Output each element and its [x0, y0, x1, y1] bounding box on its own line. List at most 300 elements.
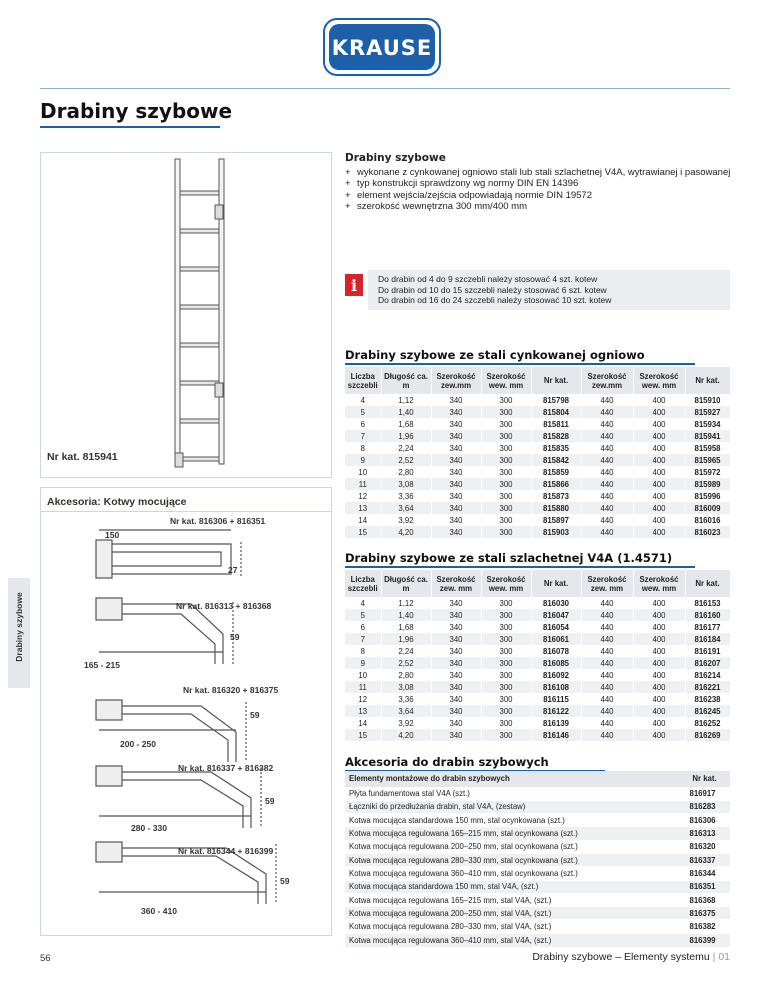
column-header: Długość ca. m — [381, 570, 431, 597]
table-cell: 440 — [581, 430, 633, 442]
table-cell: 300 — [481, 717, 531, 729]
column-header: Szerokość wew. mm — [481, 570, 531, 597]
table-cell: 440 — [581, 705, 633, 717]
table-cell: 815866 — [531, 478, 581, 490]
table-row — [345, 705, 730, 717]
side-tab — [8, 578, 30, 688]
table-cell: 340 — [431, 621, 481, 633]
accessories-table — [345, 771, 730, 947]
anchor-5-width: 360 - 410 — [141, 906, 177, 916]
table-cell: 400 — [633, 669, 685, 681]
bullet-marker: + — [345, 201, 351, 212]
table-cell: 340 — [431, 466, 481, 478]
table-cell: 440 — [581, 502, 633, 514]
table-cell: 3,64 — [381, 502, 431, 514]
anchor-5-height: 59 — [280, 876, 290, 886]
table-cell: 300 — [481, 729, 531, 741]
column-header: Szerokość wew. mm — [633, 570, 685, 597]
table-cell: 15 — [345, 526, 381, 538]
table-cell: 816115 — [531, 693, 581, 705]
table-cell: 440 — [581, 621, 633, 633]
table-cell: 340 — [431, 430, 481, 442]
footer — [500, 951, 730, 963]
table-cell: 4 — [345, 394, 381, 406]
table-cell: 816252 — [685, 717, 730, 729]
table-cell: 12 — [345, 490, 381, 502]
table-cell: 8 — [345, 442, 381, 454]
table-cell: 400 — [633, 406, 685, 418]
anchor-3-height: 59 — [250, 710, 260, 720]
table-cell: 2,80 — [381, 466, 431, 478]
table-row — [345, 729, 730, 741]
table-row — [345, 893, 730, 906]
table-cell: 815972 — [685, 466, 730, 478]
table-cell: 816054 — [531, 621, 581, 633]
anchor-2-height: 59 — [230, 632, 240, 642]
footer-section: 01 — [718, 951, 730, 963]
accessory-name: Kotwa mocująca regulowana 200–250 mm, stal V4A, (szt.) — [345, 907, 675, 920]
anchor-1-height: 27 — [228, 565, 238, 575]
accessory-catalog-number: 816320 — [675, 840, 730, 853]
table-cell: 816023 — [685, 526, 730, 538]
table-cell: 815798 — [531, 394, 581, 406]
anchors-drawing — [41, 512, 331, 935]
table-cell: 300 — [481, 394, 531, 406]
accessory-name: Kotwa mocująca regulowana 165–215 mm, stal V4A, (szt.) — [345, 893, 675, 906]
table-row — [345, 418, 730, 430]
table-cell: 300 — [481, 597, 531, 609]
table-cell: 816153 — [685, 597, 730, 609]
table-cell: 816207 — [685, 657, 730, 669]
table-cell: 340 — [431, 681, 481, 693]
column-header: Nr kat. — [531, 367, 581, 394]
table-cell: 300 — [481, 442, 531, 454]
table-cell: 816030 — [531, 597, 581, 609]
anchor-1-label: Nr kat. 816306 + 816351 — [170, 516, 266, 526]
table-cell: 300 — [481, 514, 531, 526]
table-row — [345, 454, 730, 466]
anchor-1-width: 150 — [105, 530, 120, 540]
table-cell: 3,08 — [381, 681, 431, 693]
table-row — [345, 645, 730, 657]
table-row — [345, 920, 730, 933]
table-cell: 300 — [481, 633, 531, 645]
table-cell: 340 — [431, 406, 481, 418]
table-cell: 3,08 — [381, 478, 431, 490]
table-cell: 300 — [481, 454, 531, 466]
table-cell: 440 — [581, 406, 633, 418]
table-cell: 9 — [345, 657, 381, 669]
accessories-header-nr: Nr kat. — [675, 771, 730, 787]
table-cell: 440 — [581, 681, 633, 693]
table-cell: 816146 — [531, 729, 581, 741]
anchor-4-height: 59 — [265, 796, 275, 806]
table-cell: 816139 — [531, 717, 581, 729]
table-cell: 815934 — [685, 418, 730, 430]
table-cell: 400 — [633, 681, 685, 693]
intro-item — [345, 178, 735, 190]
accessories-title: Akcesoria do drabin szybowych — [345, 755, 549, 769]
table-cell: 815880 — [531, 502, 581, 514]
column-header: Szerokość zew.mm — [581, 367, 633, 394]
stainless-title-rule — [345, 566, 695, 568]
table-cell: 440 — [581, 645, 633, 657]
table-cell: 816009 — [685, 502, 730, 514]
table-cell: 815804 — [531, 406, 581, 418]
table-cell: 400 — [633, 514, 685, 526]
bullet-marker: + — [345, 178, 351, 189]
table-cell: 7 — [345, 633, 381, 645]
table-cell: 816269 — [685, 729, 730, 741]
table-cell: 440 — [581, 418, 633, 430]
intro-item — [345, 190, 735, 202]
table-cell: 400 — [633, 609, 685, 621]
accessory-name: Kotwa mocująca regulowana 165–215 mm, stal ocynkowana (szt.) — [345, 827, 675, 840]
table-cell: 11 — [345, 478, 381, 490]
stainless-title: Drabiny szybowe ze stali szlachetnej V4A (1.4571) — [345, 551, 673, 565]
table-row — [345, 681, 730, 693]
header-divider — [40, 88, 730, 89]
table-cell: 300 — [481, 478, 531, 490]
info-lines — [378, 274, 611, 306]
table-cell: 300 — [481, 645, 531, 657]
accessory-name: Kotwa mocująca regulowana 200–250 mm, stal ocynkowana (szt.) — [345, 840, 675, 853]
info-line: Do drabin od 4 do 9 szczebli należy stosować 4 szt. kotew — [378, 274, 598, 284]
table-header-row — [345, 771, 730, 787]
table-cell: 816047 — [531, 609, 581, 621]
table-cell: 815828 — [531, 430, 581, 442]
table-cell: 440 — [581, 490, 633, 502]
table-cell: 2,52 — [381, 657, 431, 669]
table-row — [345, 514, 730, 526]
table-cell: 3,92 — [381, 514, 431, 526]
table-cell: 1,96 — [381, 633, 431, 645]
table-row — [345, 466, 730, 478]
anchors-box-title: Akcesoria: Kotwy mocujące — [47, 496, 187, 508]
table-cell: 440 — [581, 693, 633, 705]
table-row — [345, 430, 730, 442]
table-cell: 11 — [345, 681, 381, 693]
table-cell: 400 — [633, 442, 685, 454]
anchor-2-label: Nr kat. 816313 + 816368 — [176, 601, 272, 611]
table-cell: 815910 — [685, 394, 730, 406]
info-icon-glyph: i — [350, 276, 358, 295]
table-cell: 3,64 — [381, 705, 431, 717]
table-cell: 300 — [481, 657, 531, 669]
table-cell: 300 — [481, 669, 531, 681]
table-row — [345, 490, 730, 502]
table-cell: 440 — [581, 717, 633, 729]
table-cell: 440 — [581, 597, 633, 609]
table-row — [345, 800, 730, 813]
accessory-name: Kotwa mocująca regulowana 280–330 mm, stal ocynkowana (szt.) — [345, 853, 675, 866]
column-header: Nr kat. — [531, 570, 581, 597]
table-header-row — [345, 570, 730, 597]
table-cell: 340 — [431, 394, 481, 406]
table-cell: 340 — [431, 729, 481, 741]
table-cell: 340 — [431, 454, 481, 466]
table-cell: 300 — [481, 406, 531, 418]
table-cell: 815965 — [685, 454, 730, 466]
table-cell: 400 — [633, 394, 685, 406]
table-cell: 300 — [481, 418, 531, 430]
title-underline — [40, 126, 220, 128]
table-cell: 400 — [633, 526, 685, 538]
table-cell: 400 — [633, 597, 685, 609]
table-cell: 815996 — [685, 490, 730, 502]
table-cell: 2,52 — [381, 454, 431, 466]
ladder-rung — [180, 457, 219, 461]
accessory-name: Kotwa mocująca regulowana 360–410 mm, stal V4A, (szt.) — [345, 933, 675, 946]
table-cell: 400 — [633, 657, 685, 669]
intro-item-text: typ konstrukcji sprawdzony wg normy DIN EN 14396 — [357, 178, 579, 189]
accessory-name: Kotwa mocująca regulowana 360–410 mm, stal ocynkowana (szt.) — [345, 867, 675, 880]
accessory-name: Kotwa mocująca standardowa 150 mm, stal ocynkowana (szt.) — [345, 814, 675, 827]
accessory-catalog-number: 816306 — [675, 814, 730, 827]
column-header: Nr kat. — [685, 570, 730, 597]
table-cell: 14 — [345, 514, 381, 526]
table-row — [345, 787, 730, 800]
table-cell: 340 — [431, 490, 481, 502]
table-cell: 400 — [633, 621, 685, 633]
table-row — [345, 657, 730, 669]
info-line: Do drabin od 10 do 15 szczebli należy stosować 6 szt. kotew — [378, 284, 607, 295]
table-cell: 9 — [345, 454, 381, 466]
table-row — [345, 853, 730, 866]
table-cell: 340 — [431, 645, 481, 657]
table-cell: 2,24 — [381, 442, 431, 454]
ladder-rung — [180, 381, 219, 385]
table-cell: 816078 — [531, 645, 581, 657]
info-box — [368, 270, 730, 310]
bullet-marker: + — [345, 166, 351, 178]
table-cell: 340 — [431, 418, 481, 430]
column-header: Liczba szczebli — [345, 570, 381, 597]
column-header: Szerokość zew. mm — [431, 570, 481, 597]
table-row — [345, 502, 730, 514]
table-cell: 816085 — [531, 657, 581, 669]
table-cell: 400 — [633, 490, 685, 502]
table-cell: 400 — [633, 729, 685, 741]
accessory-catalog-number: 816382 — [675, 920, 730, 933]
table-cell: 340 — [431, 514, 481, 526]
table-cell: 1,40 — [381, 609, 431, 621]
table-cell: 400 — [633, 705, 685, 717]
table-cell: 1,96 — [381, 430, 431, 442]
table-cell: 815958 — [685, 442, 730, 454]
table-cell: 815903 — [531, 526, 581, 538]
table-cell: 816191 — [685, 645, 730, 657]
table-cell: 440 — [581, 657, 633, 669]
table-cell: 440 — [581, 669, 633, 681]
page-number: 56 — [40, 953, 51, 964]
accessory-catalog-number: 816313 — [675, 827, 730, 840]
table-cell: 300 — [481, 490, 531, 502]
table-cell: 340 — [431, 657, 481, 669]
ladder-rung — [180, 305, 219, 309]
table-row — [345, 827, 730, 840]
table-cell: 816184 — [685, 633, 730, 645]
table-cell: 15 — [345, 729, 381, 741]
column-header: Szerokość zew. mm — [581, 570, 633, 597]
accessory-catalog-number: 816368 — [675, 893, 730, 906]
table-row — [345, 609, 730, 621]
logo-badge — [329, 24, 435, 70]
ladder-rung — [180, 343, 219, 347]
table-cell: 340 — [431, 478, 481, 490]
table-cell: 815811 — [531, 418, 581, 430]
table-cell: 340 — [431, 717, 481, 729]
table-cell: 816214 — [685, 669, 730, 681]
table-cell: 440 — [581, 633, 633, 645]
column-header: Szerokość wew. mm — [481, 367, 531, 394]
table-cell: 340 — [431, 502, 481, 514]
table-cell: 400 — [633, 645, 685, 657]
table-cell: 340 — [431, 609, 481, 621]
table-row — [345, 840, 730, 853]
stainless-table — [345, 570, 731, 741]
table-cell: 816238 — [685, 693, 730, 705]
anchor-5-label: Nr kat. 816344 + 816399 — [178, 846, 274, 856]
table-cell: 300 — [481, 609, 531, 621]
table-cell: 440 — [581, 454, 633, 466]
table-cell: 12 — [345, 693, 381, 705]
galvanized-table — [345, 367, 731, 538]
table-cell: 2,80 — [381, 669, 431, 681]
table-cell: 6 — [345, 418, 381, 430]
table-cell: 815989 — [685, 478, 730, 490]
table-cell: 5 — [345, 406, 381, 418]
table-cell: 400 — [633, 633, 685, 645]
table-cell: 3,92 — [381, 717, 431, 729]
table-cell: 440 — [581, 514, 633, 526]
table-cell: 7 — [345, 430, 381, 442]
table-cell: 440 — [581, 729, 633, 741]
accessory-catalog-number: 816375 — [675, 907, 730, 920]
table-row — [345, 526, 730, 538]
table-cell: 440 — [581, 442, 633, 454]
table-cell: 340 — [431, 669, 481, 681]
table-cell: 3,36 — [381, 693, 431, 705]
accessory-name: Kotwa mocująca regulowana 280–330 mm, stal V4A, (szt.) — [345, 920, 675, 933]
intro-item-text: element wejścia/zejścia odpowiadają normie DIN 19572 — [357, 189, 592, 201]
intro-item — [345, 167, 735, 179]
table-cell: 14 — [345, 717, 381, 729]
table-cell: 1,40 — [381, 406, 431, 418]
intro-item-text: szerokość wewnętrzna 300 mm/400 mm — [357, 201, 528, 212]
table-row — [345, 478, 730, 490]
intro-section — [345, 153, 735, 213]
ladder-illustration — [40, 152, 332, 478]
table-cell: 10 — [345, 669, 381, 681]
ladder-rung — [180, 419, 219, 423]
column-header: Liczba szczebli — [345, 367, 381, 394]
table-cell: 440 — [581, 609, 633, 621]
column-header: Szerokość zew.mm — [431, 367, 481, 394]
table-cell: 400 — [633, 717, 685, 729]
ladder-rung — [180, 229, 219, 233]
accessory-catalog-number: 816399 — [675, 933, 730, 946]
intro-title: Drabiny szybowe — [345, 152, 446, 164]
intro-item-text: wykonane z cynkowanej ogniowo stali lub stali szlachetnej V4A, wytrawianej i pasowanej — [357, 166, 731, 178]
table-cell: 1,12 — [381, 597, 431, 609]
page-title: Drabiny szybowe — [40, 99, 233, 123]
table-cell: 300 — [481, 526, 531, 538]
table-cell: 300 — [481, 621, 531, 633]
table-cell: 300 — [481, 705, 531, 717]
table-cell: 13 — [345, 502, 381, 514]
table-cell: 2,24 — [381, 645, 431, 657]
side-tab-label: Drabiny szybowe — [14, 592, 24, 662]
table-cell: 340 — [431, 705, 481, 717]
table-row — [345, 907, 730, 920]
table-cell: 816160 — [685, 609, 730, 621]
table-cell: 1,68 — [381, 621, 431, 633]
table-cell: 300 — [481, 502, 531, 514]
table-cell: 13 — [345, 705, 381, 717]
table-cell: 4 — [345, 597, 381, 609]
table-cell: 815859 — [531, 466, 581, 478]
table-cell: 440 — [581, 526, 633, 538]
accessory-catalog-number: 816917 — [675, 787, 730, 800]
table-cell: 300 — [481, 466, 531, 478]
column-header: Nr kat. — [685, 367, 730, 394]
table-row — [345, 621, 730, 633]
table-row — [345, 814, 730, 827]
info-icon — [345, 274, 363, 296]
table-row — [345, 442, 730, 454]
ladder-catalog-number: Nr kat. 815941 — [47, 451, 118, 463]
table-cell: 10 — [345, 466, 381, 478]
table-cell: 816108 — [531, 681, 581, 693]
bullet-marker: + — [345, 189, 351, 201]
table-cell: 5 — [345, 609, 381, 621]
table-cell: 340 — [431, 442, 481, 454]
table-cell: 300 — [481, 681, 531, 693]
table-cell: 400 — [633, 478, 685, 490]
galvanized-title-rule — [345, 363, 695, 365]
column-header: Szerokość wew. mm — [633, 367, 685, 394]
table-row — [345, 867, 730, 880]
accessory-catalog-number: 816351 — [675, 880, 730, 893]
anchor-3-width: 200 - 250 — [120, 739, 156, 749]
anchor-2-width: 165 - 215 — [84, 660, 120, 670]
table-cell: 4,20 — [381, 526, 431, 538]
table-cell: 816221 — [685, 681, 730, 693]
ladder-rung — [180, 267, 219, 271]
table-cell: 400 — [633, 430, 685, 442]
table-cell: 440 — [581, 478, 633, 490]
accessory-catalog-number: 816344 — [675, 867, 730, 880]
table-row — [345, 693, 730, 705]
table-cell: 815897 — [531, 514, 581, 526]
table-cell: 300 — [481, 693, 531, 705]
table-row — [345, 633, 730, 645]
table-cell: 815835 — [531, 442, 581, 454]
table-row — [345, 597, 730, 609]
logo-text: KRAUSE — [331, 36, 433, 60]
footer-separator: | — [712, 951, 716, 963]
accessories-header-name: Elementy montażowe do drabin szybowych — [345, 771, 675, 787]
table-cell: 815927 — [685, 406, 730, 418]
accessory-name: Płyta fundamentowa stal V4A (szt.) — [345, 787, 675, 800]
accessory-catalog-number: 816283 — [675, 800, 730, 813]
accessory-name: Łączniki do przedłużania drabin, stal V4A, (zestaw) — [345, 800, 675, 813]
table-cell: 400 — [633, 418, 685, 430]
footer-text: Drabiny szybowe – Elementy systemu — [532, 951, 710, 963]
table-cell: 815873 — [531, 490, 581, 502]
accessory-name: Kotwa mocująca standardowa 150 mm, stal V4A, (szt.) — [345, 880, 675, 893]
